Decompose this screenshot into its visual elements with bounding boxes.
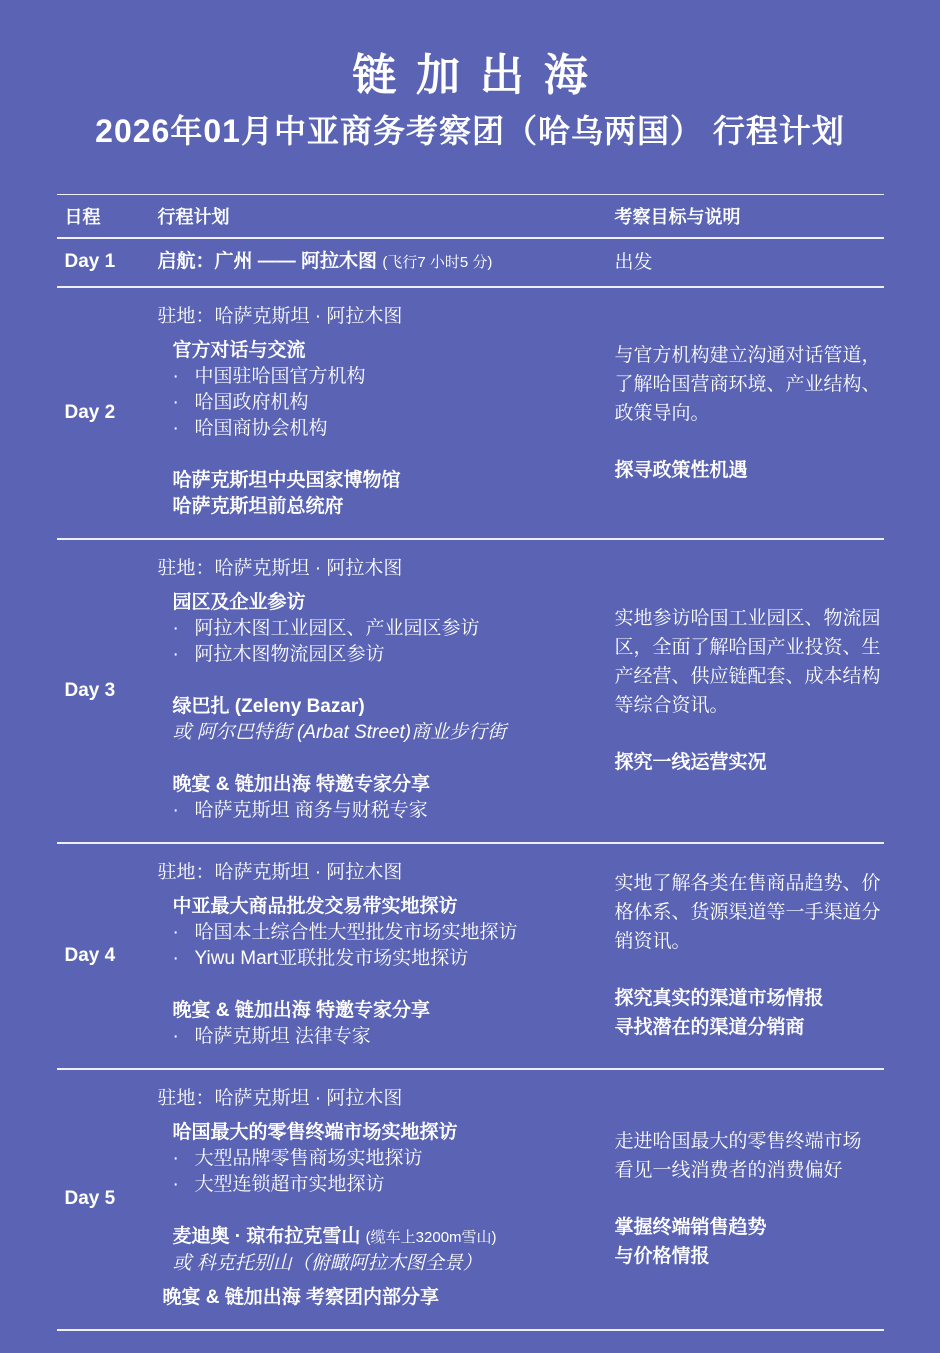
bullet-text: 哈萨克斯坦 商务与财税专家 (194, 799, 428, 821)
section-header: 晚宴 & 链加出海 考察团内部分享 (162, 1286, 440, 1308)
goal-text: 实地参访哈国工业园区、物流园区，全面了解哈国产业投资、生产经营、供应链配套、成本结构等综合资讯。 (614, 608, 881, 717)
goal-highlight: 寻找潜在的渠道分销商 (614, 1017, 805, 1039)
section-header: 官方对话与交流 (172, 339, 306, 361)
bullet-text: 哈国本土综合性大型批发市场实地探访 (194, 921, 518, 943)
bullet-item (173, 1024, 615, 1050)
goal-highlight: 探寻政策性机遇 (614, 459, 748, 481)
location-line: 驻地：哈萨克斯坦 · 阿拉木图 (157, 557, 403, 579)
bullet-dot-icon: · (172, 617, 179, 639)
goal-cell (615, 341, 884, 485)
goal-cell (615, 248, 884, 277)
plan-cell (158, 844, 615, 1068)
bullet-dot-icon: · (172, 947, 179, 969)
section-header: 哈萨克斯坦前总统府 (172, 495, 344, 517)
line-note: (缆车上3200m雪山) (365, 1228, 497, 1246)
bullet-item (173, 642, 615, 668)
bullet-text: Yiwu Mart亚联批发市场实地探访 (194, 947, 469, 969)
alt-option-line: 或 科克托别山（俯瞰阿拉木图全景） (172, 1252, 482, 1274)
table-body (57, 239, 884, 1331)
line-main-text: 启航：广州 —— 阿拉木图 (157, 250, 383, 272)
bullet-dot-icon: · (172, 1025, 179, 1047)
goal-highlight: 与价格情报 (614, 1246, 710, 1268)
bullet-text: 哈萨克斯坦 法律专家 (194, 1025, 371, 1047)
table-row (57, 844, 884, 1070)
bullet-dot-icon: · (172, 1147, 179, 1169)
column-header-plan: 行程计划 (157, 206, 230, 227)
bullet-text: 哈国商协会机构 (194, 417, 328, 439)
goal-text: 出发 (614, 251, 653, 273)
bullet-dot-icon: · (172, 391, 179, 413)
location-line: 驻地：哈萨克斯坦 · 阿拉木图 (157, 1087, 403, 1109)
goal-text: 走进哈国最大的零售终端市场 (614, 1131, 862, 1153)
day-label: Day 1 (64, 251, 116, 273)
day-label: Day 4 (64, 944, 116, 966)
bullet-dot-icon: · (172, 643, 179, 665)
location-line: 驻地：哈萨克斯坦 · 阿拉木图 (157, 305, 403, 327)
spacer (158, 1198, 615, 1224)
bullet-dot-icon: · (172, 799, 179, 821)
poster-header (0, 0, 940, 154)
bullet-item (173, 416, 615, 442)
spacer (158, 746, 615, 772)
bullet-item (173, 1172, 615, 1198)
bullet-item (173, 946, 615, 972)
page-title: 2026年01月中亚商务考察团（哈乌两国） 行程计划 (95, 113, 845, 150)
section-header: 中亚最大商品批发交易带实地探访 (172, 895, 458, 917)
spacer (615, 1185, 884, 1213)
brand-logo: 链加出海 (352, 51, 608, 100)
spacer (615, 720, 884, 748)
location-line: 驻地：哈萨克斯坦 · 阿拉木图 (157, 861, 403, 883)
bullet-dot-icon: · (172, 365, 179, 387)
plan-cell (158, 540, 615, 842)
section-header (173, 1224, 615, 1251)
goal-highlight: 掌握终端销售趋势 (614, 1217, 767, 1239)
section-header: 晚宴 & 链加出海 特邀专家分享 (172, 999, 431, 1021)
line-main-text: 麦迪奥 · 琼布拉克雪山 (172, 1225, 366, 1247)
table-row (57, 540, 884, 844)
line-note: (飞行7 小时5 分) (382, 253, 493, 271)
section-header: 园区及企业参访 (172, 591, 306, 613)
section-header: 哈国最大的零售终端市场实地探访 (172, 1121, 458, 1143)
day-label: Day 3 (64, 679, 116, 701)
section-header: 晚宴 & 链加出海 特邀专家分享 (172, 773, 431, 795)
bullet-item (173, 920, 615, 946)
goal-cell (615, 869, 884, 1042)
spacer (615, 428, 884, 456)
goal-text: 实地了解各类在售商品趋势、价格体系、货源渠道等一手渠道分销资讯。 (614, 873, 881, 953)
spacer (615, 956, 884, 984)
bullet-text: 阿拉木图物流园区参访 (194, 643, 385, 665)
bullet-text: 阿拉木图工业园区、产业园区参访 (194, 617, 480, 639)
spacer (158, 442, 615, 468)
spacer (158, 972, 615, 998)
plan-cell (158, 1070, 615, 1329)
day-label: Day 5 (64, 1188, 116, 1210)
table-row (57, 288, 884, 540)
bullet-item (173, 798, 615, 824)
itinerary-table (57, 194, 884, 1331)
goal-text: 看见一线消费者的消费偏好 (614, 1160, 843, 1182)
bullet-dot-icon: · (172, 1173, 179, 1195)
section-header: 哈萨克斯坦中央国家博物馆 (172, 469, 401, 491)
alt-option-line: 或 阿尔巴特街 (Arbat Street)商业步行街 (172, 721, 507, 743)
goal-highlight: 探究真实的渠道市场情报 (614, 988, 824, 1010)
bullet-item (173, 616, 615, 642)
table-row (57, 239, 884, 288)
bullet-item (173, 1146, 615, 1172)
bullet-item (173, 364, 615, 390)
bullet-text: 哈国政府机构 (194, 391, 309, 413)
section-header: 绿巴扎 (Zeleny Bazar) (172, 695, 365, 717)
bullet-dot-icon: · (172, 417, 179, 439)
bullet-text: 大型连锁超市实地探访 (194, 1173, 385, 1195)
plan-cell (158, 249, 615, 276)
table-row (57, 1070, 884, 1331)
bullet-text: 大型品牌零售商场实地探访 (194, 1147, 423, 1169)
bullet-text: 中国驻哈国官方机构 (194, 365, 366, 387)
bullet-dot-icon: · (172, 921, 179, 943)
goal-cell (615, 1127, 884, 1271)
bullet-item (173, 390, 615, 416)
column-header-day: 日程 (64, 206, 101, 227)
goal-text: 与官方机构建立沟通对话管道，了解哈国营商环境、产业结构、政策导向。 (614, 344, 881, 424)
day-label: Day 2 (64, 401, 116, 423)
goal-highlight: 探究一线运营实况 (614, 752, 767, 774)
table-header-row (57, 194, 884, 239)
column-header-goal: 考察目标与说明 (614, 206, 741, 227)
route-title (158, 249, 615, 276)
goal-cell (615, 604, 884, 777)
plan-cell (158, 288, 615, 538)
spacer (158, 668, 615, 694)
